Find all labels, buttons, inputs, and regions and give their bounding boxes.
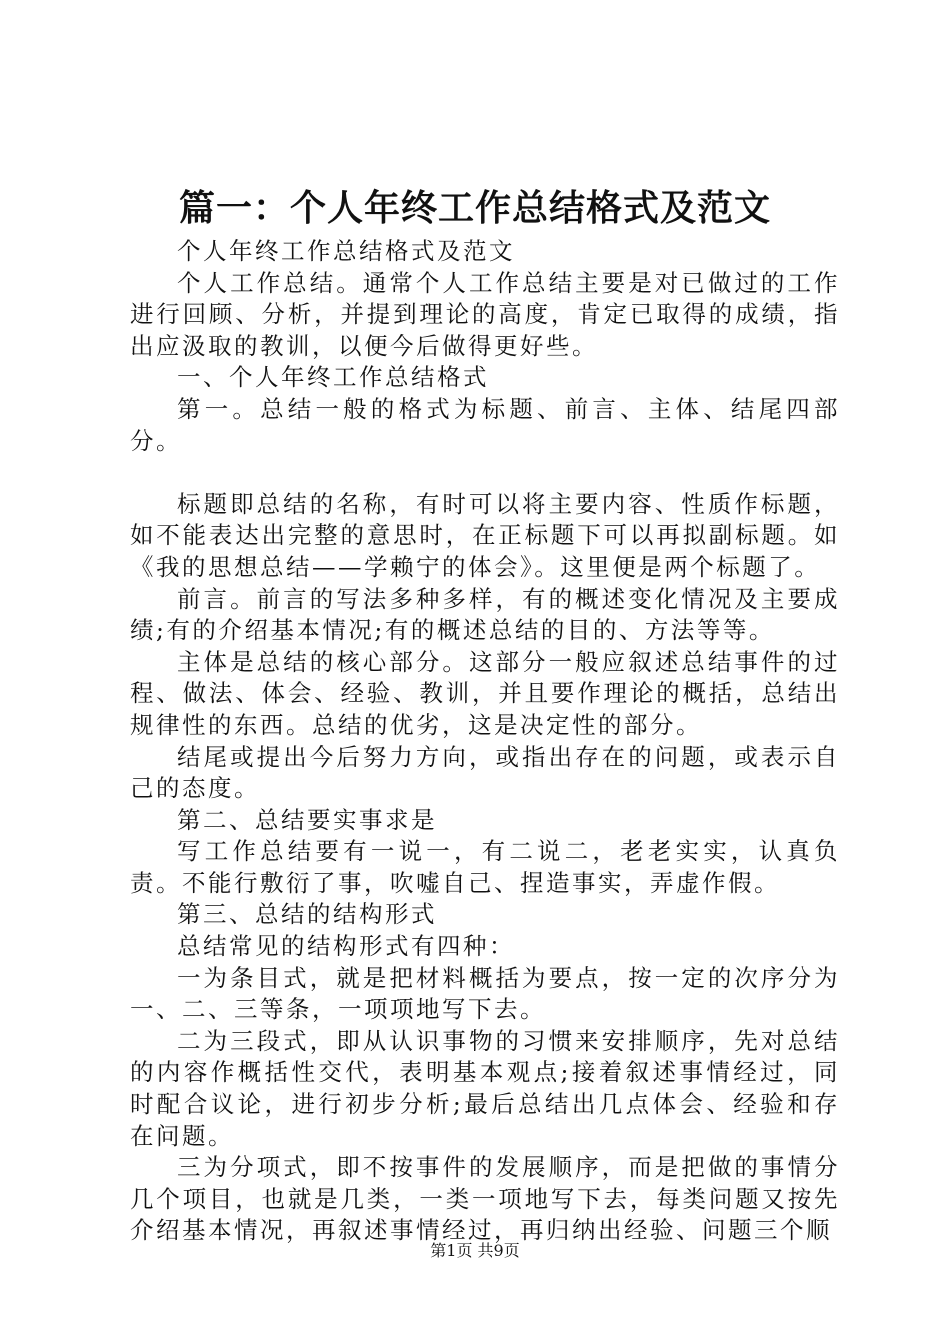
paragraph: 标题即总结的名称，有时可以将主要内容、性质作标题，如不能表达出完整的意思时，在正标题下可以再拟副标题。如《我的思想总结——学赖宁的体会》。这里便是两个标题了。: [130, 489, 840, 581]
section-heading: 一、个人年终工作总结格式: [177, 363, 489, 392]
section-heading: 第三、总结的结构形式: [177, 900, 437, 929]
paragraph: 主体是总结的核心部分。这部分一般应叙述总结事件的过程、做法、体会、经验、教训，并且要作理论的概括，总结出规律性的东西。总结的优劣，这是决定性的部分。: [130, 647, 840, 739]
document-body: [130, 236, 840, 1247]
paragraph: 个人工作总结。通常个人工作总结主要是对已做过的工作进行回顾、分析，并提到理论的高度，肯定已取得的成绩，指出应汲取的教训，以便今后做得更好些。: [130, 268, 840, 360]
section-heading: 第二、总结要实事求是: [177, 805, 437, 834]
paragraph: 二为三段式，即从认识事物的习惯来安排顺序，先对总结的内容作概括性交代，表明基本观点;接着叙述事情经过，同时配合议论，进行初步分析;最后总结出几点体会、经验和存在问题。: [130, 1026, 840, 1150]
page-footer: 第1页 共9页: [430, 1241, 520, 1260]
paragraph: 前言。前言的写法多种多样，有的概述变化情况及主要成绩;有的介绍基本情况;有的概述总结的目的、方法等等。: [130, 584, 840, 645]
paragraph: 个人年终工作总结格式及范文: [177, 237, 515, 265]
paragraph: 第一。总结一般的格式为标题、前言、主体、结尾四部分。: [130, 394, 840, 455]
paragraph: 三为分项式，即不按事件的发展顺序，而是把做的事情分几个项目，也就是几类，一类一项地写下去，每类问题又按先介绍基本情况，再叙述事情经过，再归纳出经验、问题三个顺: [130, 1153, 840, 1245]
paragraph: 结尾或提出今后努力方向，或指出存在的问题，或表示自己的态度。: [130, 742, 840, 803]
document-title: 篇一：个人年终工作总结格式及范文: [178, 187, 771, 229]
paragraph: 一为条目式，就是把材料概括为要点，按一定的次序分为一、二、三等条，一项项地写下去。: [130, 963, 840, 1024]
paragraph: 写工作总结要有一说一，有二说二，老老实实，认真负责。不能行敷衍了事，吹嘘自己、捏造事实，弄虚作假。: [130, 837, 840, 897]
paragraph: 总结常见的结构形式有四种：: [177, 932, 515, 961]
